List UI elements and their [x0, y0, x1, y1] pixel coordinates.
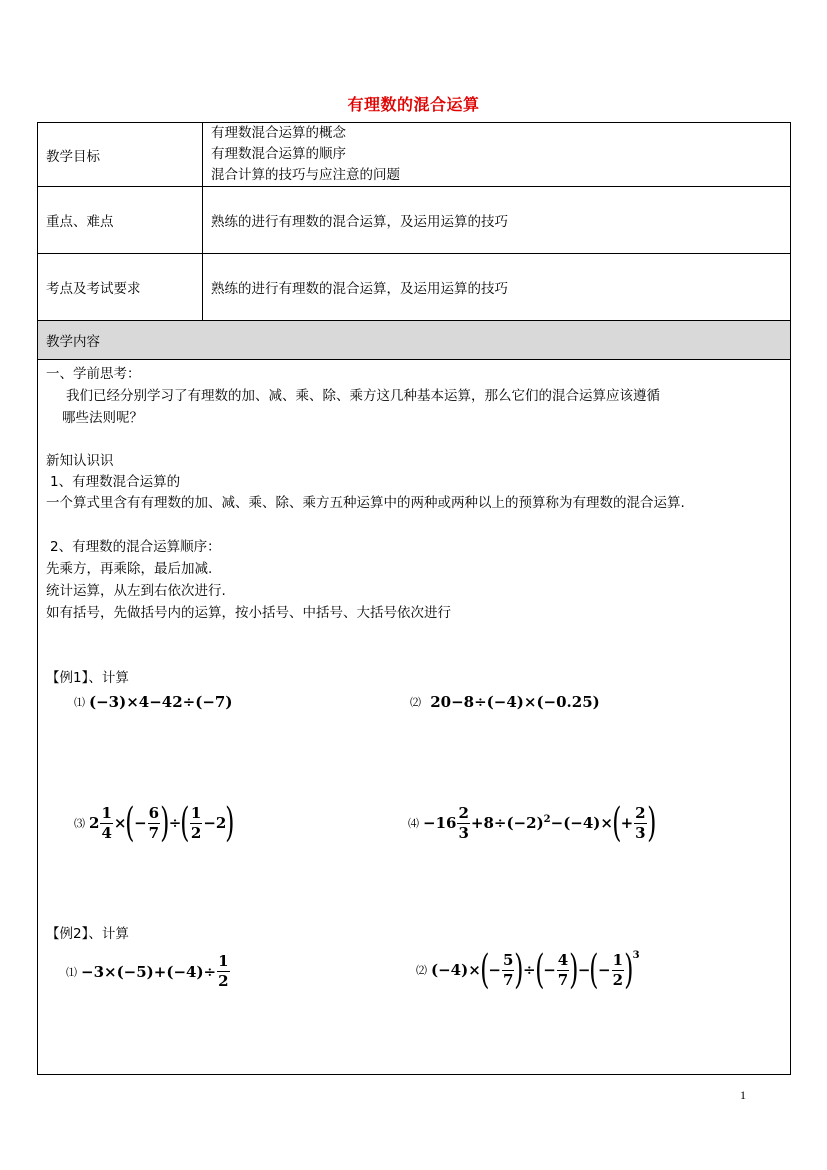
- content-label: 教学内容: [38, 321, 791, 360]
- pre-heading: 一、学前思考：: [46, 366, 141, 382]
- lesson-table: [37, 122, 791, 1075]
- row-content: [38, 360, 791, 1075]
- goal-item: 有理数混合运算的顺序: [211, 146, 346, 162]
- problem-number: ⑵: [416, 964, 427, 977]
- row-goals: [38, 123, 791, 187]
- key-label: 重点、难点: [38, 187, 203, 254]
- problem-number: ⑶: [74, 817, 85, 830]
- example2-label: 【例2】、计算: [46, 926, 129, 942]
- problem-number: ⑷: [408, 817, 419, 830]
- row-key-points: [38, 187, 791, 254]
- row-content-header: [38, 321, 791, 360]
- goal-item: 有理数混合运算的概念: [211, 125, 346, 141]
- problem-number: ⑴: [66, 965, 77, 979]
- math-expression: ⑵ 20−8÷(−4)×(−0.25): [410, 693, 600, 711]
- goal-label: 教学目标: [38, 123, 203, 187]
- math-expression: ⑴ (−3)×4−42÷(−7): [74, 693, 233, 711]
- exam-text: 熟练的进行有理数的混合运算，及运用运算的技巧: [203, 254, 791, 321]
- order-rule: 先乘方，再乘除，最后加减.: [46, 561, 213, 577]
- order-rule: 统计运算，从左到右依次进行.: [46, 583, 226, 599]
- key-text: 熟练的进行有理数的混合运算，及运用运算的技巧: [203, 187, 791, 254]
- goal-list: [203, 123, 791, 187]
- page-number: 1: [740, 1088, 746, 1102]
- page-title: 有理数的混合运算: [347, 95, 480, 114]
- math-expression: ⑷ −16 $\frac{2}{3}$ $+8\div(-2)^2-(-4)\times$ ( + $\frac{2}{3}$ ): [408, 800, 657, 846]
- exam-label: 考点及考试要求: [38, 254, 203, 321]
- problem-number: ⑵: [410, 696, 421, 709]
- pre-text-line: 哪些法则呢？: [62, 410, 143, 426]
- order-rule: 如有括号，先做括号内的运算，按小括号、中括号、大括号依次进行: [46, 605, 451, 621]
- problem-number: ⑴: [74, 696, 85, 709]
- new-knowledge-heading: 新知认识识: [46, 453, 114, 469]
- item1-heading: 1、有理数混合运算的: [50, 474, 181, 490]
- pre-text-line: 我们已经分别学习了有理数的加、减、乘、除、乘方这几种基本运算，那么它们的混合运算应该遵循: [66, 388, 660, 404]
- math-expression: ⑴ −3×(−5)+(−4)÷ $\frac{1}{2}$: [66, 952, 229, 990]
- goal-item: 混合计算的技巧与应注意的问题: [211, 167, 400, 183]
- math-expression: ⑵ (−4)× ( − $\frac{5}{7}$ ) ÷ ( − $\frac{4}{7}$ ) − ( − $\frac{1}{2}$ ) $^3$: [416, 947, 640, 993]
- math-expression: ⑶ 2 $\frac{1}{4}$ × ( − $\frac{6}{7}$ ) ÷ ( $\frac{1}{2}$ −2 ): [74, 800, 235, 846]
- content-cell: [38, 360, 791, 1075]
- row-exam: [38, 254, 791, 321]
- item2-heading: 2、有理数的混合运算顺序：: [50, 539, 221, 555]
- example1-label: 【例1】、计算: [46, 670, 129, 686]
- item1-text: 一个算式里含有有理数的加、减、乘、除、乘方五种运算中的两种或两种以上的预算称为有理数的混合运算.: [46, 495, 685, 511]
